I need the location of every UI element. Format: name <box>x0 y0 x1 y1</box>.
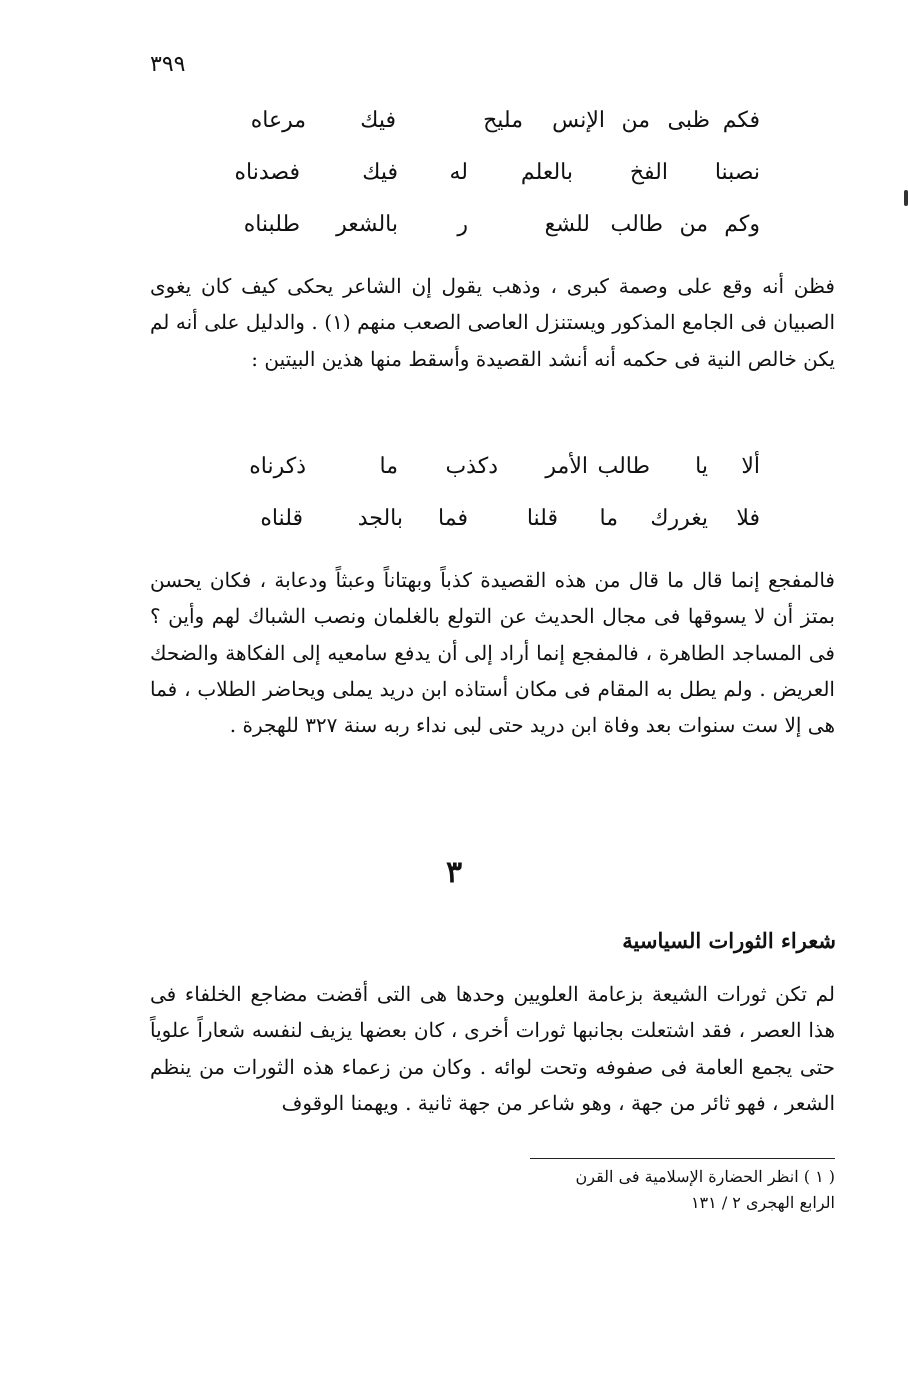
verse-word: للشع <box>544 212 590 237</box>
verse-word: فيك <box>362 160 398 185</box>
verse-word: مرعاه <box>250 108 306 133</box>
footnote-divider <box>530 1158 835 1159</box>
verse-word: بالجد <box>357 506 403 531</box>
paragraph-3 <box>150 976 835 1121</box>
verse-word: يغررك <box>650 506 708 531</box>
footnote <box>530 1164 835 1216</box>
verse-line <box>0 212 908 260</box>
verse-word: وكم <box>724 212 760 237</box>
verse-word: فيك <box>360 108 396 133</box>
verse-line <box>0 160 908 208</box>
footnote-line: الرابع الهجرى ٢ / ١٣١ <box>690 1193 835 1212</box>
paragraph-2 <box>150 562 835 743</box>
verse-line <box>0 454 908 502</box>
verse-word: الفخ <box>629 160 668 185</box>
verse-word: ألا <box>741 454 760 479</box>
verse-word: ظبى <box>667 108 710 133</box>
verse-word: له <box>449 160 468 185</box>
verse-word: ما <box>379 454 398 479</box>
verse-word: دكذب <box>445 454 498 479</box>
verse-word: يا <box>695 454 708 479</box>
section-heading: شعراء الثورات السياسية <box>622 928 836 953</box>
paragraph-text: فظن أنه وقع على وصمة كبرى ، وذهب يقول إن الشاعر يحكى كيف كان يغوى الصبيان فى الجامع المذكور ويستنزل العاصى الصعب منهم (١) . والدليل على أنه لم يكن خالص النية فى حكمه أنه أنشد القصيدة وأسقط منها هذين البيتين : <box>150 274 836 371</box>
paragraph-text: لم تكن ثورات الشيعة بزعامة العلويين وحدها هى التى أقضت مضاجع الخلفاء فى هذا العصر ، فقد اشتعلت بجانبها ثورات أخرى ، كان بعضها يزيف لنفسه شعاراً علوياً حتى يجمع العامة فى صفوفه وتحت لوائه . وكان من زعماء هذه الثورات من ينظم الشعر ، فهو ثائر من جهة ، وهو شاعر من جهة ثانية . ويهمنا الوقوف <box>150 982 835 1115</box>
verse-word: ذكرناه <box>249 454 306 479</box>
verse-word: الأمر <box>545 454 588 479</box>
verse-word: بالشعر <box>336 212 398 237</box>
verse-word: من <box>679 212 708 237</box>
verse-word: فما <box>438 506 468 531</box>
verse-word: ما <box>599 506 618 531</box>
paragraph-1 <box>150 268 835 377</box>
section-number: ٣ <box>445 855 463 890</box>
verse-word: قلنا <box>526 506 558 531</box>
verse-word: فلا <box>736 506 760 531</box>
scan-edge-mark <box>904 190 908 206</box>
verse-word: طالب <box>597 454 650 479</box>
verse-word: طلبناه <box>243 212 300 237</box>
verse-word: مليح <box>483 108 523 133</box>
page-number: ٣٩٩ <box>150 52 186 77</box>
verse-line <box>0 108 908 156</box>
verse-word: فصدناه <box>234 160 300 185</box>
paragraph-text: فالمفجع إنما قال ما قال من هذه القصيدة كذباً وبهتاناً وعبثاً ودعابة ، فكان يحسن بمتز أن لا يسوقها فى مجال الحديث عن التولع بالغلمان ونصب الشباك لهم وأين ؟ فى المساجد الطاهرة ، فالمفجع إنما أراد إلى أن يدفع سامعيه إلى الفكاهة والضحك العريض . ولم يطل به المقام فى مكان أستاذه ابن دريد يملى ويحاضر الطلاب ، فما هى إلا ست سنوات بعد وفاة ابن دريد حتى لبى نداء ربه سنة ٣٢٧ للهجرة . <box>150 568 835 738</box>
verse-word: بالعلم <box>520 160 573 185</box>
verse-word: قلناه <box>260 506 303 531</box>
verse-word: ر <box>457 212 468 237</box>
verse-word: من <box>621 108 650 133</box>
verse-word: الإنس <box>552 108 605 133</box>
verse-word: فكم <box>722 108 760 133</box>
footnote-line: ( ١ ) انظر الحضارة الإسلامية فى القرن <box>575 1167 835 1186</box>
verse-line <box>0 506 908 554</box>
verse-word: نصبنا <box>714 160 760 185</box>
verse-word: طالب <box>610 212 663 237</box>
